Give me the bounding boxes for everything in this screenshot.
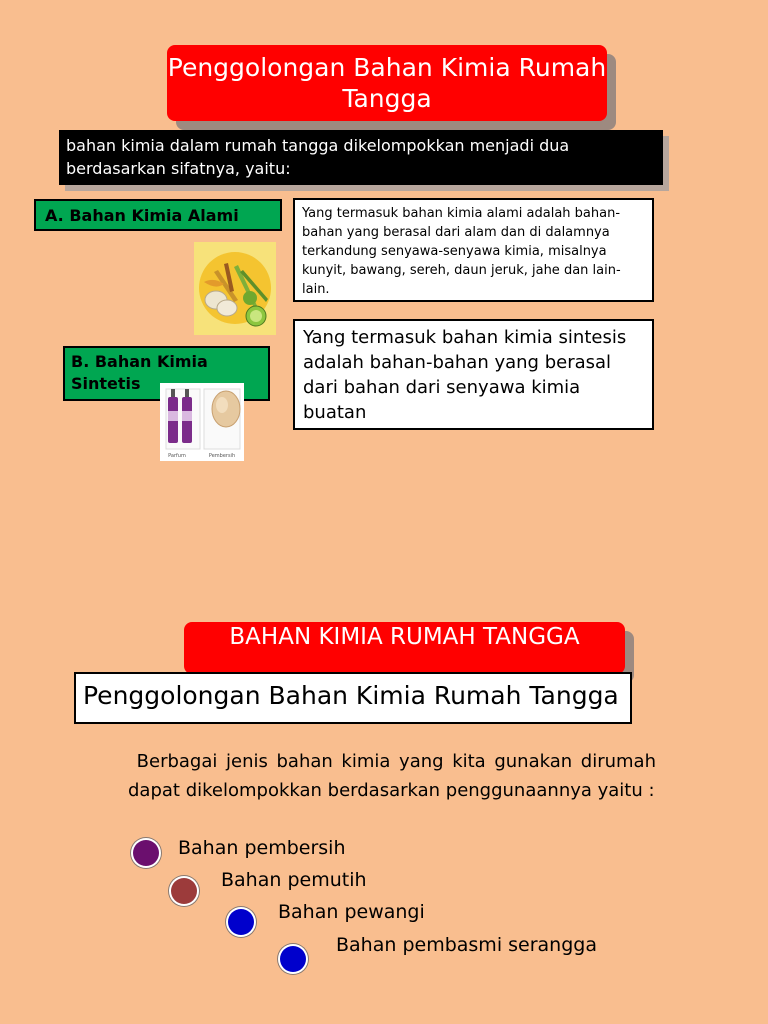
slide2-banner-text: BAHAN KIMIA RUMAH TANGGA [229, 624, 580, 650]
bullet-item-1: Bahan pembersih [178, 837, 346, 859]
natural-chemicals-description-text: Yang termasuk bahan kimia alami adalah bahan-bahan yang berasal dari alam dan di dalamnya terkandung senyawa-senyawa kimia, misalnya kunyit, bawang, sereh, daun jeruk, jahe dan lain-lain. [302, 206, 621, 297]
page-title [167, 45, 607, 121]
synthetic-chemicals-description [293, 319, 654, 430]
natural-chemicals-label [34, 199, 282, 231]
synthetic-products-illustration [160, 383, 244, 461]
bullet-item-3: Bahan pewangi [278, 901, 425, 923]
natural-chemicals-description [293, 198, 654, 302]
caption-2: Pembersih [208, 453, 236, 459]
natural-ingredients-image [194, 242, 276, 335]
slide2-paragraph-text: Berbagai jenis bahan kimia yang kita gunakan dirumah dapat dikelompokkan berdasarkan penggunaannya yaitu : [128, 751, 662, 801]
intro-text: bahan kimia dalam rumah tangga dikelompokkan menjadi dua berdasarkan sifatnya, yaitu: [66, 136, 570, 178]
natural-ingredients-illustration [194, 242, 276, 335]
bullet-dot-1 [133, 840, 159, 866]
synthetic-chemicals-label-text: B. Bahan Kimia Sintetis [71, 352, 208, 393]
bullet-dot-2 [171, 878, 197, 904]
synthetic-products-image [160, 383, 244, 461]
slide2-banner [184, 622, 625, 674]
page-title-text: Penggolongan Bahan Kimia Rumah Tangga [167, 53, 607, 113]
intro-box [59, 130, 663, 185]
bullet-dot-4 [280, 946, 306, 972]
caption-1: Parfum [168, 453, 186, 459]
natural-chemicals-label-text: A. Bahan Kimia Alami [45, 206, 239, 225]
slide2-heading-text: Penggolongan Bahan Kimia Rumah Tangga [83, 681, 619, 710]
slide2-heading [74, 672, 632, 724]
synthetic-chemicals-description-text: Yang termasuk bahan kimia sintesis adalah bahan-bahan yang berasal dari bahan dari senyawa kimia buatan [303, 327, 627, 423]
bullet-item-4: Bahan pembasmi serangga [336, 934, 597, 956]
bullet-item-2: Bahan pemutih [221, 869, 367, 891]
bullet-dot-3 [228, 909, 254, 935]
slide2-paragraph [128, 747, 662, 805]
